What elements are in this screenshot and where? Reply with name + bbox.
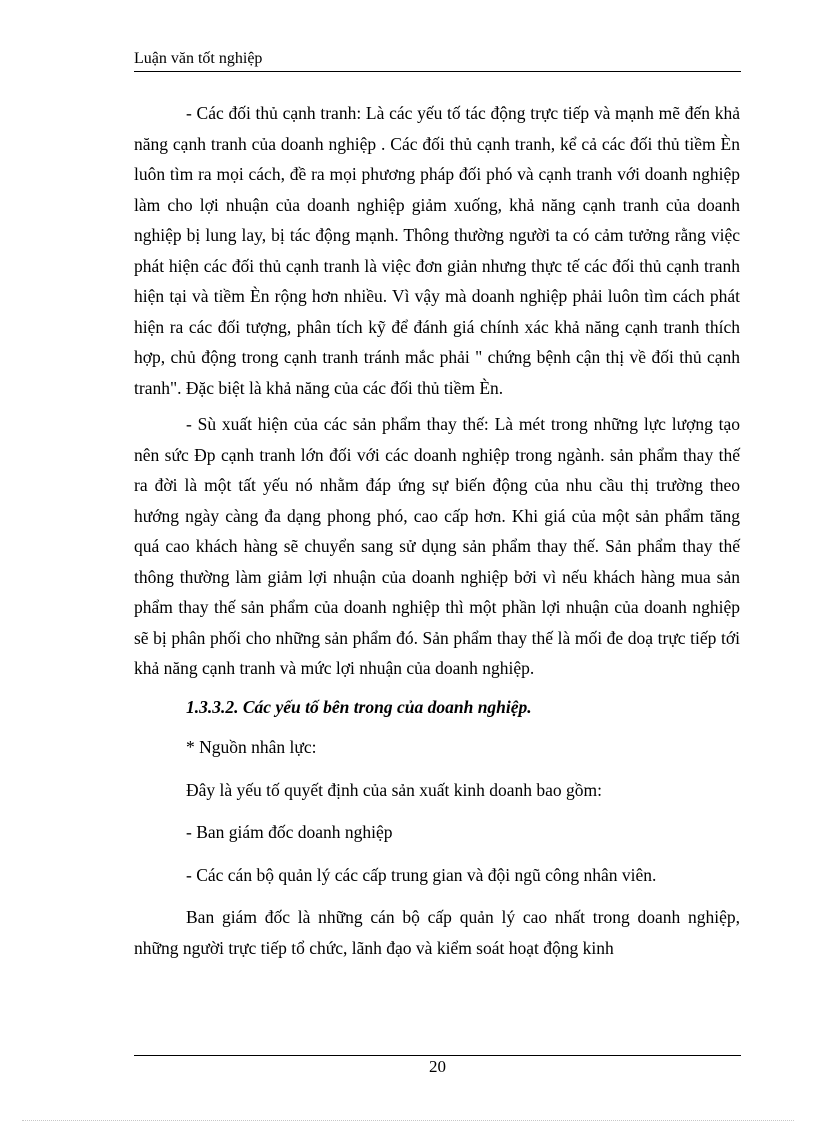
- header-divider: [134, 71, 741, 72]
- paragraph-competitors: - Các đối thủ cạnh tranh: Là các yếu tố tác động trực tiếp và mạnh mẽ đến khả năng cạnh tranh của doanh nghiệp . Các đối thủ cạnh tranh, kể cả các đối thủ tiềm Èn luôn tìm ra mọi cách, đề ra mọi phương pháp đối phó và cạnh tranh với doanh nghiệp làm cho lợi nhuận của doanh nghiệp giảm xuống, khả năng cạnh tranh của doanh nghiệp bị lung lay, bị tác động mạnh. Thông thường người ta có cảm tưởng rằng việc phát hiện các đối thủ cạnh tranh là việc đơn giản nhưng thực tế các đối thủ cạnh tranh hiện tại và tiềm Èn rộng hơn nhiều. Vì vậy mà doanh nghiệp phải luôn tìm cách phát hiện ra các đối tượng, phân tích kỹ để đánh giá chính xác khả năng cạnh tranh thích hợp, chủ động trong cạnh tranh tránh mắc phải " chứng bệnh cận thị về đối thủ cạnh tranh". Đặc biệt là khả năng của các đối thủ tiềm Èn.: [134, 103, 740, 398]
- header-title: Luận văn tốt nghiệp: [134, 50, 263, 67]
- list-item-human-resources: * Nguồn nhân lực:: [186, 737, 317, 757]
- page-number: 20: [429, 1057, 446, 1076]
- list-item-staff: - Các cán bộ quản lý các cấp trung gian và đội ngũ công nhân viên.: [186, 864, 657, 885]
- list-item-board: - Ban giám đốc doanh nghiệp: [186, 822, 393, 842]
- document-body: [134, 98, 740, 969]
- section-heading: 1.3.3.2. Các yếu tố bên trong của doanh nghiệp.: [186, 696, 532, 717]
- paragraph-board-directors: Ban giám đốc là những cán bộ cấp quản lý cao nhất trong doanh nghiệp, những người trực tiếp tổ chức, lãnh đạo và kiểm soát hoạt động kinh: [134, 907, 740, 958]
- paragraph-substitutes: - Sù xuất hiện của các sản phẩm thay thế: Là mét trong những lực lượng tạo nên sức Ðp cạnh tranh lớn đối với các doanh nghiệp trong ngành. sản phẩm thay thế ra đời là một tất yếu nó nhằm đáp ứng sự biến động của nhu cầu thị trường theo hướng ngày càng đa dạng phong phó, cao cấp hơn. Khi giá của một sản phẩm tăng quá cao khách hàng sẽ chuyển sang sử dụng sản phẩm thay thế. Sản phẩm thay thế thông thường làm giảm lợi nhuận của doanh nghiệp bởi vì nếu khách hàng mua sản phẩm thay thế sản phẩm của doanh nghiệp thì một phần lợi nhuận của doanh nghiệp sẽ bị phân phối cho những sản phẩm đó. Sản phẩm thay thế là mối đe doạ trực tiếp tới khả năng cạnh tranh và mức lợi nhuận của doanh nghiệp.: [134, 414, 740, 678]
- page-edge-divider: [22, 1120, 794, 1121]
- list-item-definition: Đây là yếu tố quyết định của sản xuất kinh doanh bao gồm:: [186, 779, 603, 800]
